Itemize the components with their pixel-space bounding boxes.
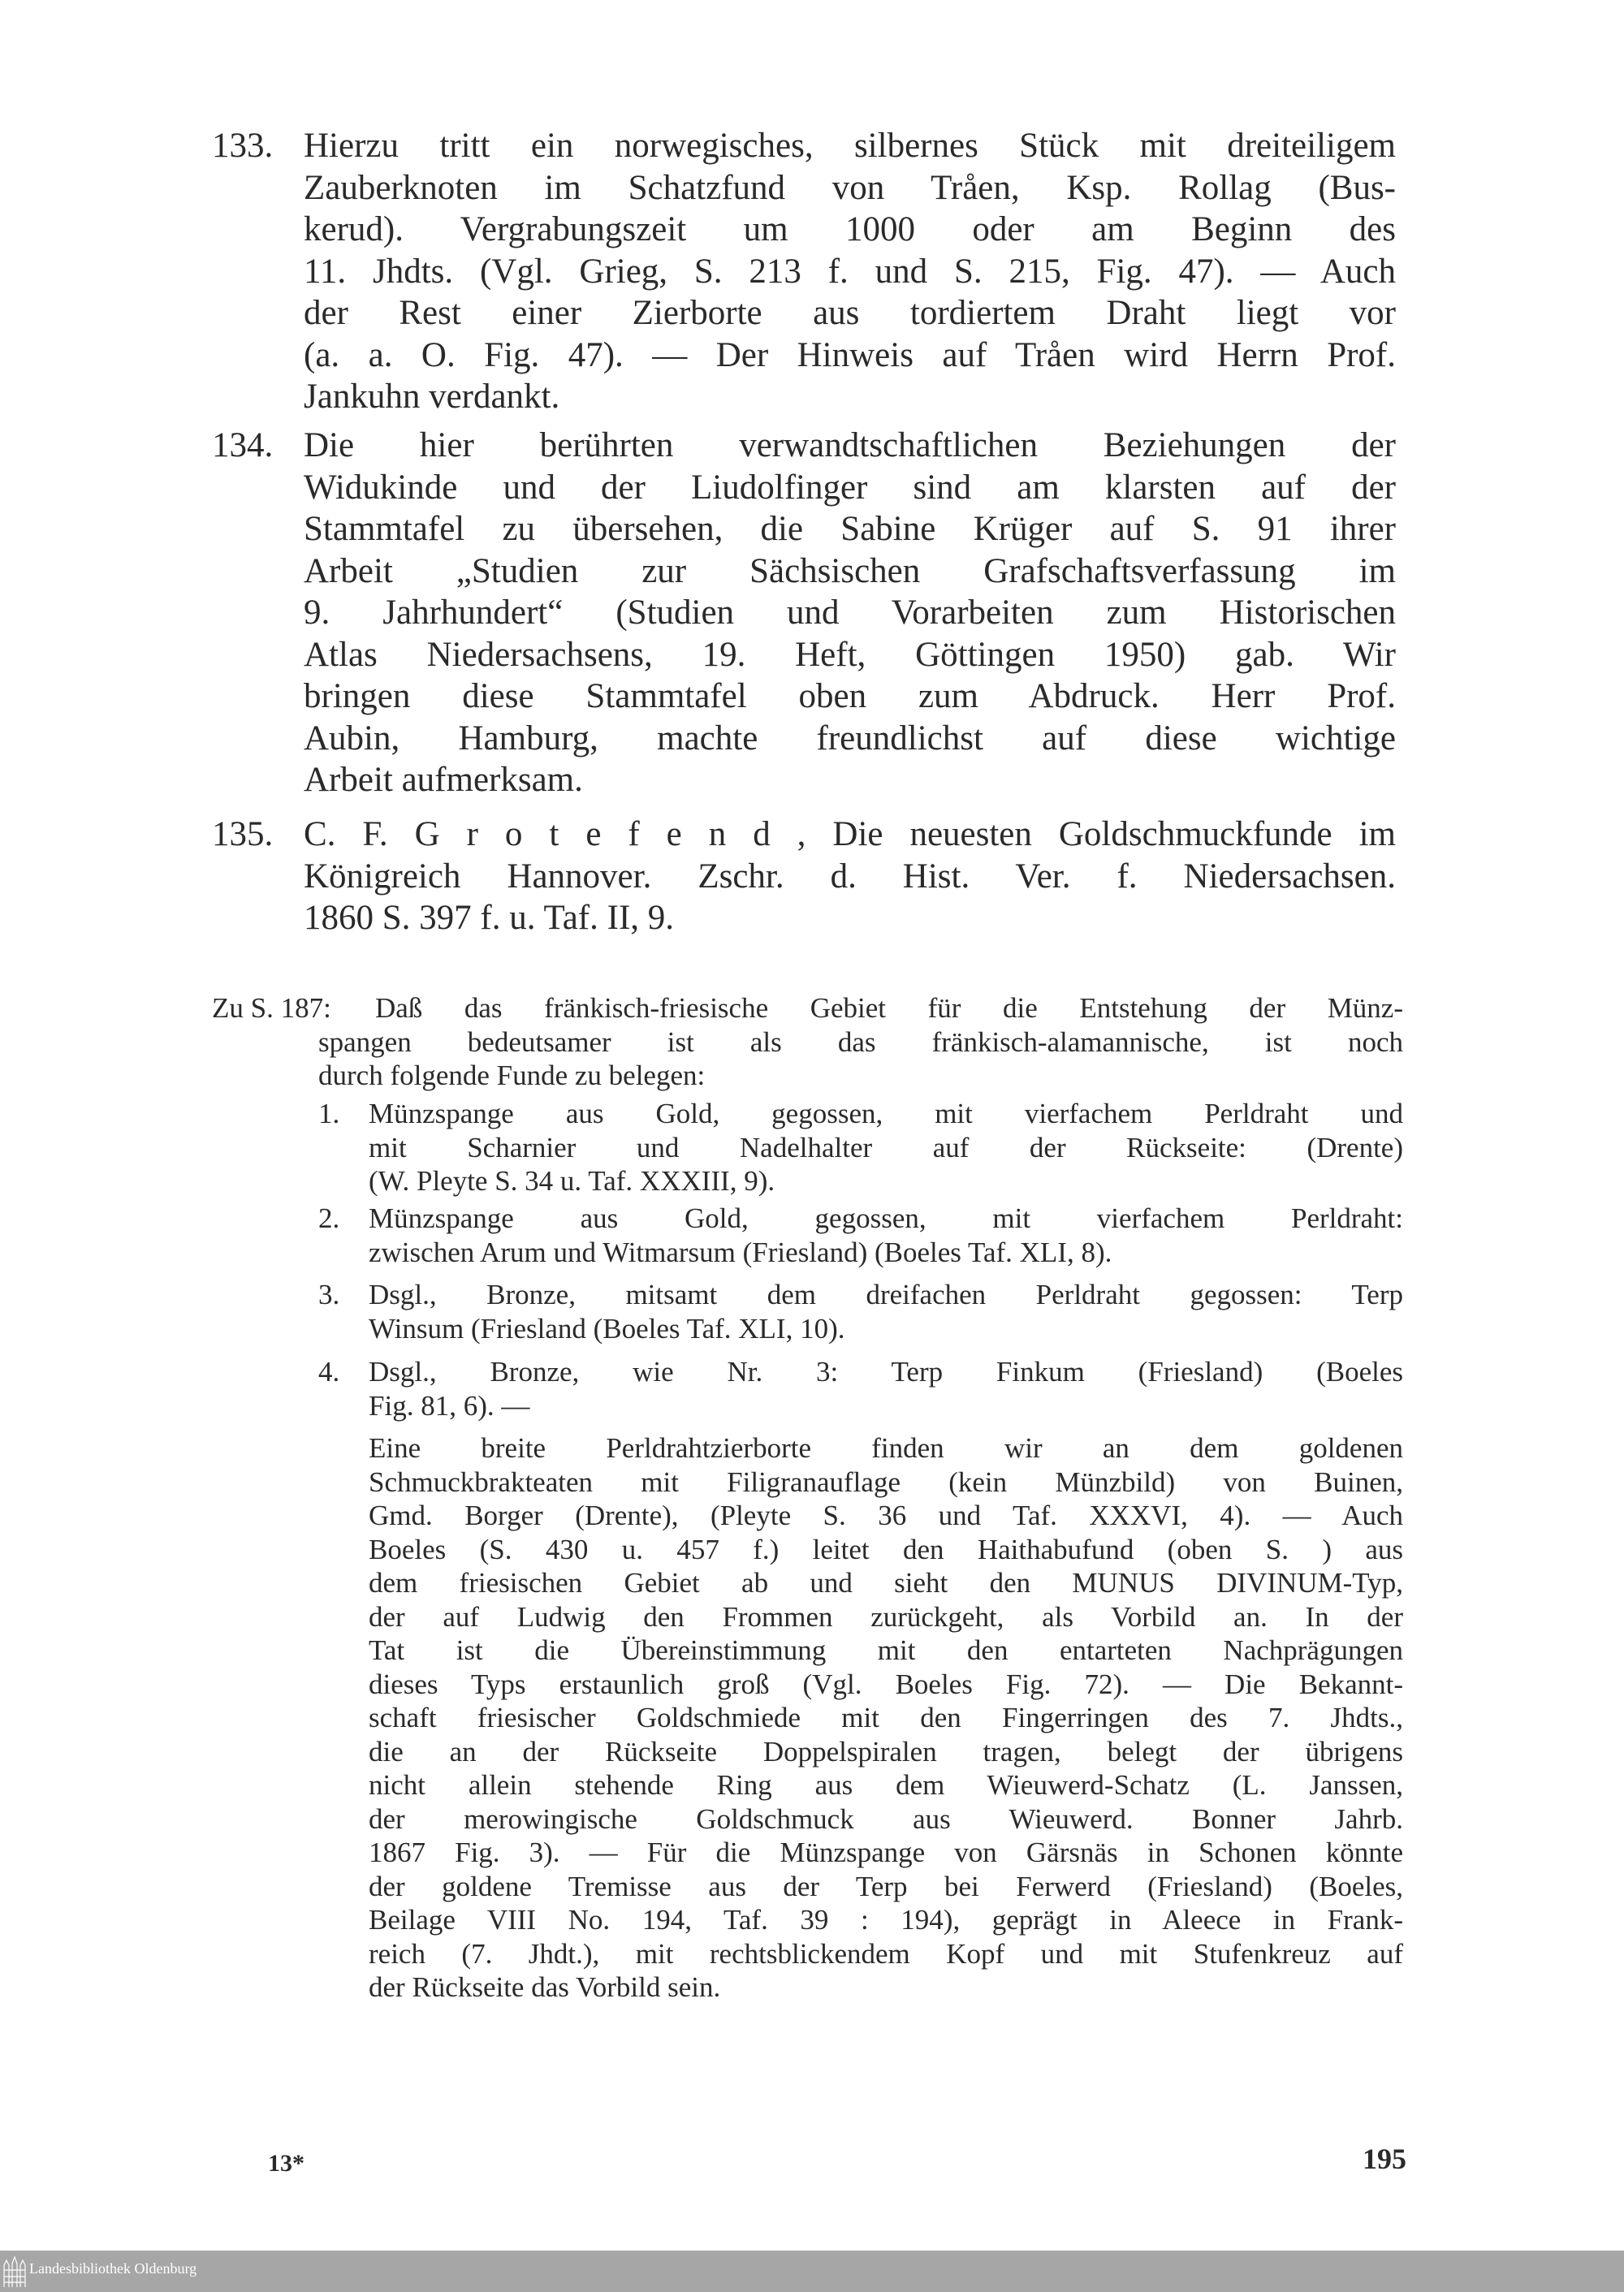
addendum-paragraph-line: dem friesischen Gebiet ab und sieht den MUNUS DIVINUM-Typ, [369, 1567, 1403, 1599]
note-number: 134. [212, 426, 274, 464]
addendum-paragraph-line: Eine breite Perldrahtzierborte finden wir an dem goldenen [369, 1432, 1403, 1464]
find-item-number: 4. [318, 1356, 340, 1388]
find-item-line: Dsgl., Bronze, mitsamt dem dreifachen Perldraht gegossen: Terp [369, 1279, 1403, 1310]
note-line: (a. a. O. Fig. 47). — Der Hinweis auf Tråen wird Herrn Prof. [304, 335, 1396, 374]
note-line: der Rest einer Zierborte aus tordiertem Draht liegt vor [304, 294, 1396, 332]
addendum-paragraph-line: 1867 Fig. 3). — Für die Münzspange von Gärsnäs in Schonen könnte [369, 1837, 1403, 1868]
find-item-line: mit Scharnier und Nadelhalter auf der Rückseite: (Drente) [369, 1131, 1403, 1163]
addendum-line: spangen bedeutsamer ist als das fränkisch-alamannische, ist noch [318, 1025, 1403, 1058]
addendum-paragraph-line: nicht allein stehende Ring aus dem Wieuwerd-Schatz (L. Janssen, [369, 1769, 1403, 1801]
note-line: Stammtafel zu übersehen, die Sabine Krüger auf S. 91 ihrer [304, 510, 1396, 548]
page-number: 195 [1363, 2143, 1406, 2175]
library-watermark-bar [0, 2251, 1624, 2292]
find-item-line: Winsum (Friesland (Boeles Taf. XLI, 10). [369, 1312, 845, 1345]
note-line: kerud). Vergrabungszeit um 1000 oder am Beginn des [304, 210, 1396, 248]
note-line: Arbeit „Studien zur Sächsischen Grafschaftsverfassung im [304, 551, 1396, 590]
addendum-paragraph-line: reich (7. Jhdt.), mit rechtsblickendem Kopf und mit Stufenkreuz auf [369, 1937, 1403, 1970]
addendum-paragraph-line: dieses Typs erstaunlich groß (Vgl. Boeles Fig. 72). — Die Bekannt- [369, 1668, 1403, 1700]
find-item-line: (W. Pleyte S. 34 u. Taf. XXXIII, 9). [369, 1165, 775, 1197]
library-name: Landesbibliothek Oldenburg [29, 2260, 197, 2277]
addendum-paragraph-line: schaft friesischer Goldschmiede mit den Fingerringen des 7. Jhdts., [369, 1702, 1403, 1733]
note-line: Arbeit aufmerksam. [304, 761, 583, 799]
addendum-paragraph-line: Tat ist die Übereinstimmung mit den entarteten Nachprägungen [369, 1634, 1403, 1666]
addendum-paragraph-line: der Rückseite das Vorbild sein. [369, 1971, 721, 2003]
note-line: Widukinde und der Liudolfinger sind am klarsten auf der [304, 468, 1396, 507]
note-line: 1860 S. 397 f. u. Taf. II, 9. [304, 899, 675, 937]
find-item-number: 1. [318, 1098, 340, 1129]
addendum-paragraph-line: Boeles (S. 430 u. 457 f.) leitet den Haithabufund (oben S. ) aus [369, 1533, 1403, 1565]
addendum-line: Daß das fränkisch-friesische Gebiet für die Entstehung der Münz- [375, 992, 1403, 1024]
addendum-line: durch folgende Funde zu belegen: [318, 1060, 706, 1091]
note-line: Die hier berührten verwandtschaftlichen Beziehungen der [304, 426, 1396, 464]
note-line: 9. Jahrhundert“ (Studien und Vorarbeiten zum Historischen [304, 594, 1396, 632]
note-line: bringen diese Stammtafel oben zum Abdruck. Herr Prof. [304, 677, 1396, 715]
addendum-paragraph-line: der goldene Tremisse aus der Terp bei Ferwerd (Friesland) (Boeles, [369, 1870, 1403, 1902]
note-line: 11. Jhdts. (Vgl. Grieg, S. 213 f. und S. 215, Fig. 47). — Auch [304, 252, 1396, 291]
find-item-line: Münzspange aus Gold, gegossen, mit vierfachem Perldraht und [369, 1098, 1403, 1129]
addendum-paragraph-line: Beilage VIII No. 194, Taf. 39 : 194), geprägt in Aleece in Frank- [369, 1904, 1403, 1936]
addendum-label: Zu S. 187: [212, 992, 331, 1024]
note-number: 133. [212, 127, 274, 165]
note-line: C. F. G r o t e f e n d , Die neuesten Goldschmuckfunde im [304, 815, 1396, 853]
note-line: Atlas Niedersachsens, 19. Heft, Göttingen 1950) gab. Wir [304, 635, 1396, 674]
note-line: Königreich Hannover. Zschr. d. Hist. Ver. f. Niedersachsen. [304, 857, 1396, 896]
note-line: Aubin, Hamburg, machte freundlichst auf diese wichtige [304, 719, 1396, 758]
library-building-icon [3, 2255, 26, 2288]
addendum-paragraph-line: die an der Rückseite Doppelspiralen tragen, belegt der übrigens [369, 1735, 1403, 1768]
addendum-paragraph-line: der merowingische Goldschmuck aus Wieuwerd. Bonner Jahrb. [369, 1802, 1403, 1835]
signature-mark: 13* [268, 2150, 304, 2177]
find-item-number: 3. [318, 1279, 340, 1310]
note-line: Hierzu tritt ein norwegisches, silbernes Stück mit dreiteiligem [304, 127, 1396, 165]
find-item-line: Dsgl., Bronze, wie Nr. 3: Terp Finkum (Friesland) (Boeles [369, 1356, 1403, 1388]
note-line: Jankuhn verdankt. [304, 378, 560, 416]
find-item-line: Fig. 81, 6). — [369, 1389, 530, 1422]
addendum-paragraph-line: der auf Ludwig den Frommen zurückgeht, als Vorbild an. In der [369, 1600, 1403, 1633]
note-line: Zauberknoten im Schatzfund von Tråen, Ksp. Rollag (Bus- [304, 168, 1396, 207]
addendum-paragraph-line: Schmuckbrakteaten mit Filigranauflage (kein Münzbild) von Buinen, [369, 1465, 1403, 1498]
addendum-paragraph-line: Gmd. Borger (Drente), (Pleyte S. 36 und Taf. XXXVI, 4). — Auch [369, 1500, 1403, 1531]
find-item-line: Münzspange aus Gold, gegossen, mit vierfachem Perldraht: [369, 1202, 1403, 1234]
find-item-number: 2. [318, 1202, 340, 1234]
find-item-line: zwischen Arum und Witmarsum (Friesland) (Boeles Taf. XLI, 8). [369, 1236, 1112, 1268]
note-number: 135. [212, 815, 274, 853]
